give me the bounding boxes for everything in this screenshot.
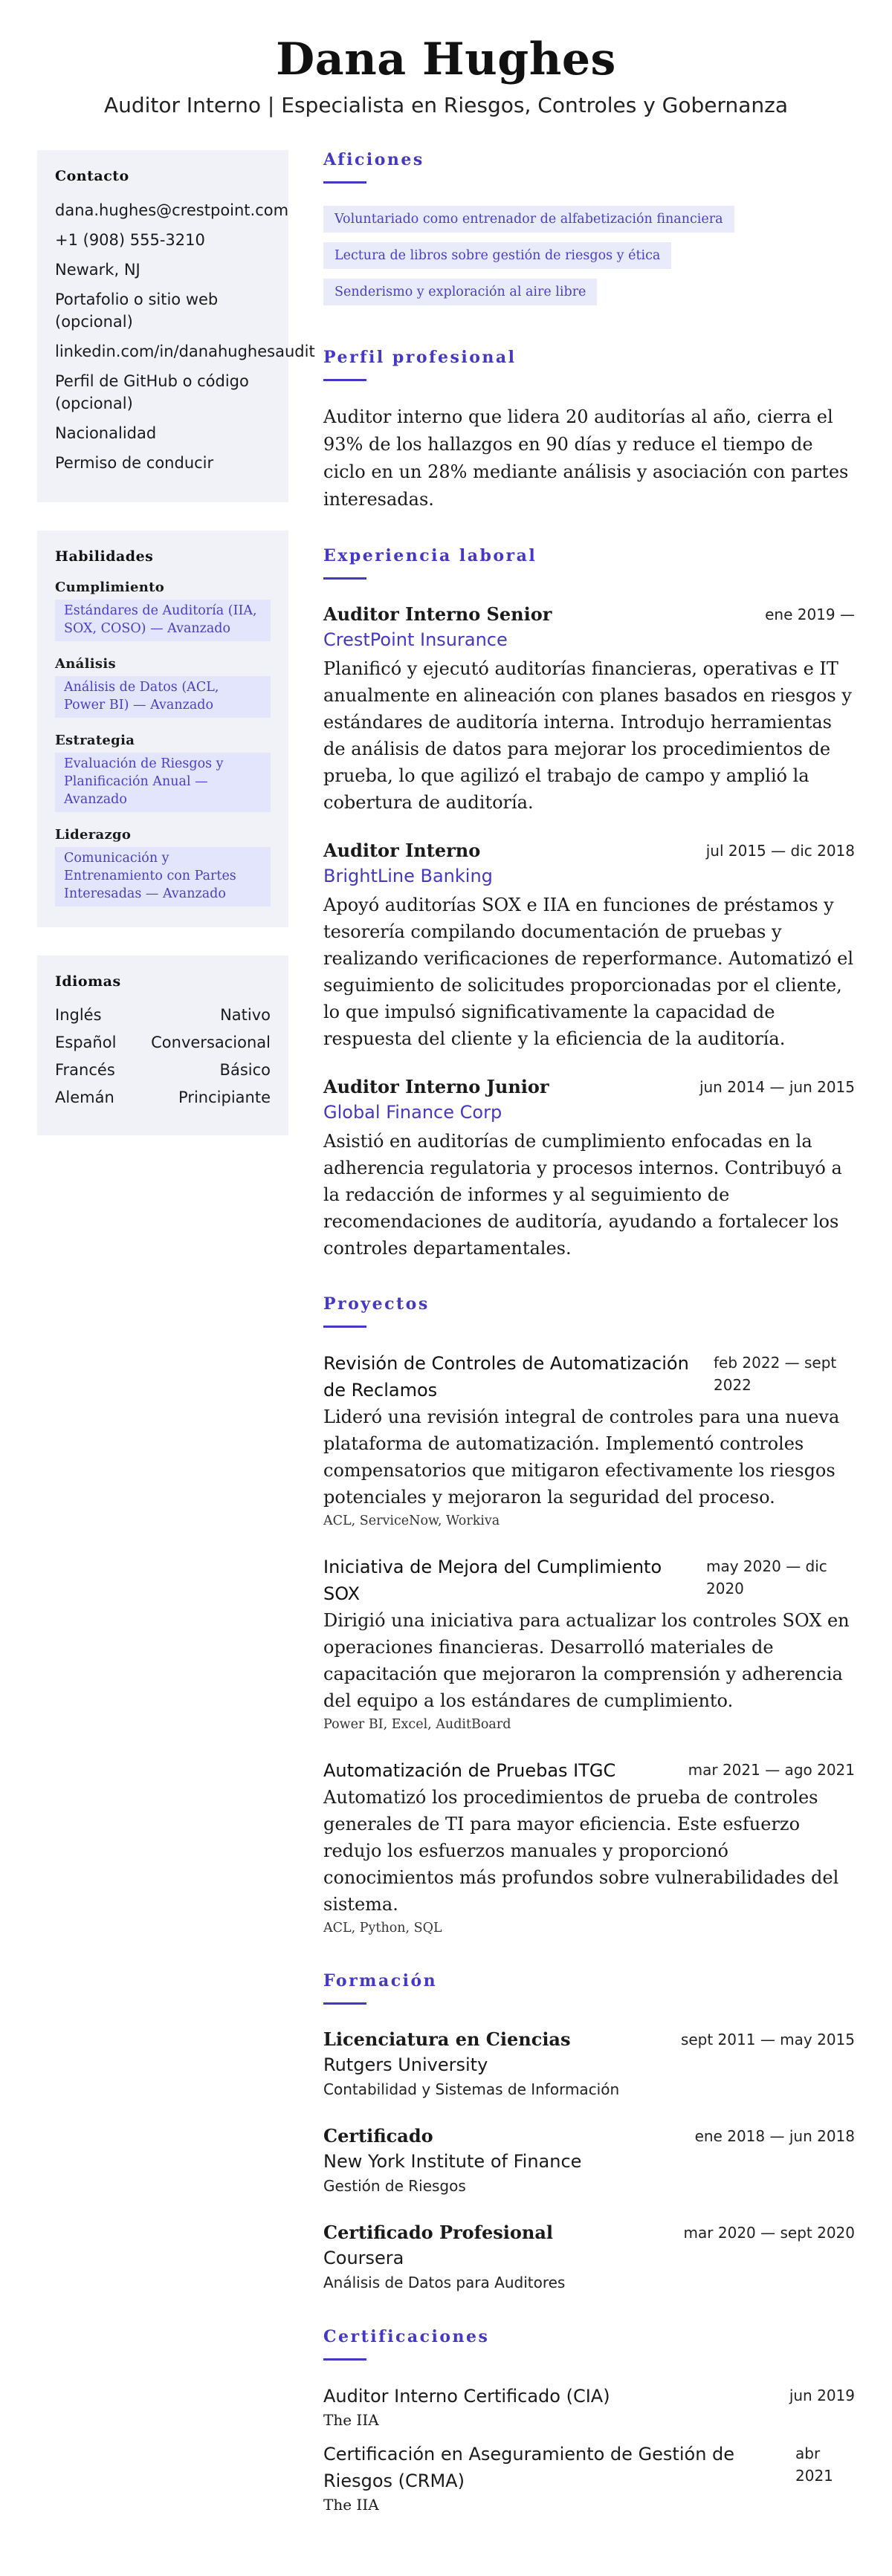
language-name: Alemán xyxy=(55,1089,114,1106)
project-tech: Power BI, Excel, AuditBoard xyxy=(323,1717,511,1732)
profile-summary: Auditor interno que lidera 20 auditorías al año, cierra el 93% de los hallazgos en 90 días y reduce el tiempo de ciclo en un 28% mediante análisis y asociación con partes interesadas. xyxy=(323,406,849,510)
contact-email[interactable]: dana.hughes@crestpoint.com xyxy=(55,201,289,219)
contact-location: Newark, NJ xyxy=(55,261,140,279)
job-dates: ene 2019 — xyxy=(765,606,855,623)
certification-entry xyxy=(323,2383,855,2430)
skill-category: Estrategia xyxy=(55,733,135,748)
education-degree: Certificado Profesional xyxy=(323,2222,554,2243)
certification-issuer: The IIA xyxy=(323,2411,379,2429)
education-school: Coursera xyxy=(323,2248,404,2268)
language-level: Básico xyxy=(219,1061,271,1079)
section-divider xyxy=(323,181,366,184)
project-name: Iniciativa de Mejora del Cumplimiento SOX xyxy=(323,1557,662,1604)
skill-group xyxy=(55,733,271,812)
section-title: Proyectos xyxy=(323,1294,430,1314)
entry-header xyxy=(323,2220,855,2245)
entry-header xyxy=(323,2383,855,2410)
language-row xyxy=(55,1087,271,1109)
job-role: Auditor Interno Junior xyxy=(323,1076,549,1097)
section-divider xyxy=(323,379,366,381)
candidate-tagline: Auditor Interno | Especialista en Riesgos, Controles y Gobernanza xyxy=(103,93,789,117)
project-name: Revisión de Controles de Automatización de Reclamos xyxy=(323,1353,689,1401)
language-level: Nativo xyxy=(220,1006,271,1024)
skill-chip: Estándares de Auditoría (IIA, SOX, COSO) — Avanzado xyxy=(55,600,271,641)
resume-header xyxy=(0,0,892,150)
education-field: Análisis de Datos para Auditores xyxy=(323,2274,566,2291)
education-entry xyxy=(323,2220,855,2294)
language-name: Español xyxy=(55,1034,117,1051)
languages-title: Idiomas xyxy=(55,973,121,990)
certification-entry xyxy=(323,2441,855,2515)
project-dates: feb 2022 — sept 2022 xyxy=(714,1354,837,1394)
skill-category: Análisis xyxy=(55,656,116,672)
job-description: Asistió en auditorías de cumplimiento enfocadas en la adherencia regulatoria y procesos internos. Contribuyó a la redacción de informes y al seguimiento de recomendaciones de auditoría, ayudando a fortalecer los controles departamentales. xyxy=(323,1131,842,1259)
project-name: Automatización de Pruebas ITGC xyxy=(323,1760,616,1781)
resume-columns xyxy=(0,150,892,2548)
job-description: Planificó y ejecutó auditorías financieras, operativas e IT anualmente en alineación con planes basados en riesgos y estándares de auditoría interna. Introdujo herramientas de análisis de datos para mejorar los procedimientos de prueba, lo que agilizó el trabajo de campo y amplió la cobertura de auditoría. xyxy=(323,658,852,813)
entry-header xyxy=(323,602,855,627)
section-divider xyxy=(323,2358,366,2361)
language-name: Francés xyxy=(55,1061,115,1079)
skill-group xyxy=(55,580,271,641)
contact-phone[interactable]: +1 (908) 555-3210 xyxy=(55,231,205,249)
contact-title: Contacto xyxy=(55,168,129,184)
section-title: Aficiones xyxy=(323,150,424,169)
project-description: Automatizó los procedimientos de prueba de controles generales de TI para mayor eficiencia. Este esfuerzo redujo los esfuerzos manuales y proporcionó conocimientos más profundos sobre vulnerabilidades del sistema. xyxy=(323,1787,839,1915)
hobby-row xyxy=(323,206,855,242)
section-divider xyxy=(323,2002,366,2005)
language-name: Inglés xyxy=(55,1006,102,1024)
education-dates: ene 2018 — jun 2018 xyxy=(694,2127,855,2145)
skill-chip: Evaluación de Riesgos y Planificación Anual — Avanzado xyxy=(55,753,271,812)
hobby-row xyxy=(323,279,855,315)
project-description: Dirigió una iniciativa para actualizar los controles SOX en operaciones financieras. Desarrolló materiales de capacitación que mejoraron la comprensión y adherencia del equipo a los estándares de cumplimiento. xyxy=(323,1610,850,1711)
certifications-section xyxy=(323,2327,855,2515)
hobby-tag: Lectura de libros sobre gestión de riesgos y ética xyxy=(323,242,671,269)
section-title: Formación xyxy=(323,1971,438,1991)
skill-group xyxy=(55,827,271,906)
language-level: Principiante xyxy=(178,1089,271,1106)
hobby-row xyxy=(323,242,855,279)
certification-name: Certificación en Aseguramiento de Gestión de Riesgos (CRMA) xyxy=(323,2444,735,2491)
contact-license: Permiso de conducir xyxy=(55,454,214,472)
education-school: New York Institute of Finance xyxy=(323,2151,582,2172)
skill-chip: Análisis de Datos (ACL, Power BI) — Avanzado xyxy=(55,676,271,718)
contact-github[interactable]: Perfil de GitHub o código (opcional) xyxy=(55,372,249,412)
skills-card xyxy=(37,531,288,927)
project-tech: ACL, Python, SQL xyxy=(323,1921,442,1936)
section-divider xyxy=(323,577,366,580)
project-entry xyxy=(323,1350,855,1531)
education-entry xyxy=(323,2027,855,2101)
project-dates: may 2020 — dic 2020 xyxy=(706,1557,827,1597)
contact-linkedin[interactable]: linkedin.com/in/danahughesaudit xyxy=(55,343,315,360)
contact-nationality: Nacionalidad xyxy=(55,424,157,442)
language-row xyxy=(55,1032,271,1054)
job-role: Auditor Interno Senior xyxy=(323,603,552,625)
experience-entry xyxy=(323,602,855,816)
entry-header xyxy=(323,1350,855,1404)
education-field: Contabilidad y Sistemas de Información xyxy=(323,2080,620,2098)
job-company: CrestPoint Insurance xyxy=(323,629,508,650)
section-title: Experiencia laboral xyxy=(323,546,537,565)
section-title: Perfil profesional xyxy=(323,348,517,367)
entry-header xyxy=(323,1074,855,1100)
entry-header xyxy=(323,2027,855,2052)
certification-name: Auditor Interno Certificado (CIA) xyxy=(323,2386,610,2407)
language-row xyxy=(55,1005,271,1026)
hobby-tag: Voluntariado como entrenador de alfabetización financiera xyxy=(323,206,734,233)
certification-issuer: The IIA xyxy=(323,2496,379,2514)
candidate-name: Dana Hughes xyxy=(276,33,616,85)
education-entry xyxy=(323,2124,855,2198)
skill-group xyxy=(55,656,271,718)
experience-entry xyxy=(323,1074,855,1262)
main-content xyxy=(323,150,855,2548)
section-divider xyxy=(323,1326,366,1328)
project-tech: ACL, ServiceNow, Workiva xyxy=(323,1514,500,1528)
entry-header xyxy=(323,838,855,863)
education-field: Gestión de Riesgos xyxy=(323,2177,466,2195)
education-section xyxy=(323,1971,855,2294)
skill-category: Liderazgo xyxy=(55,827,132,843)
job-role: Auditor Interno xyxy=(323,840,481,861)
contact-card xyxy=(37,150,315,502)
job-dates: jul 2015 — dic 2018 xyxy=(705,842,855,860)
education-school: Rutgers University xyxy=(323,2054,488,2075)
entry-header xyxy=(323,2441,855,2494)
experience-entry xyxy=(323,838,855,1052)
skill-chip: Comunicación y Entrenamiento con Partes Interesadas — Avanzado xyxy=(55,847,271,906)
experience-section xyxy=(323,546,855,1262)
contact-website[interactable]: Portafolio o sitio web (opcional) xyxy=(55,291,219,331)
job-company: BrightLine Banking xyxy=(323,866,493,886)
section-title: Certificaciones xyxy=(323,2327,490,2346)
hobby-tag: Senderismo y exploración al aire libre xyxy=(323,279,597,305)
project-dates: mar 2021 — ago 2021 xyxy=(688,1761,855,1779)
job-company: Global Finance Corp xyxy=(323,1102,502,1123)
project-entry xyxy=(323,1757,855,1939)
entry-header xyxy=(323,1554,855,1607)
education-degree: Licenciatura en Ciencias xyxy=(323,2028,571,2050)
profile-section xyxy=(323,348,855,513)
hobbies-section xyxy=(323,150,855,315)
project-description: Lideró una revisión integral de controles para una nueva plataforma de automatización. Implementó controles compensatorios que mitigaron efectivamente los riesgos potenciales y mejoraron la seguridad del proceso. xyxy=(323,1407,840,1508)
education-dates: sept 2011 — may 2015 xyxy=(680,2031,855,2048)
language-level: Conversacional xyxy=(151,1034,271,1051)
education-degree: Certificado xyxy=(323,2125,433,2147)
education-dates: mar 2020 — sept 2020 xyxy=(683,2224,855,2242)
projects-section xyxy=(323,1294,855,1939)
languages-card xyxy=(37,956,288,1135)
skill-category: Cumplimiento xyxy=(55,580,165,595)
job-description: Apoyó auditorías SOX e IIA en funciones de préstamos y tesorería compilando documentación de pruebas y realizando verificaciones de reperformance. Automatizó el seguimiento de solicitudes proporcionadas por el cliente, lo que impulsó significativamente la capacidad de respuesta del cliente y la eficiencia de la auditoría. xyxy=(323,895,854,1049)
sidebar xyxy=(37,150,315,2548)
language-row xyxy=(55,1060,271,1081)
skills-title: Habilidades xyxy=(55,548,154,565)
entry-header xyxy=(323,2124,855,2149)
certification-date: jun 2019 xyxy=(789,2387,855,2404)
certification-date: abr 2021 xyxy=(795,2444,833,2485)
project-entry xyxy=(323,1554,855,1735)
entry-header xyxy=(323,1757,855,1784)
job-dates: jun 2014 — jun 2015 xyxy=(699,1078,855,1096)
